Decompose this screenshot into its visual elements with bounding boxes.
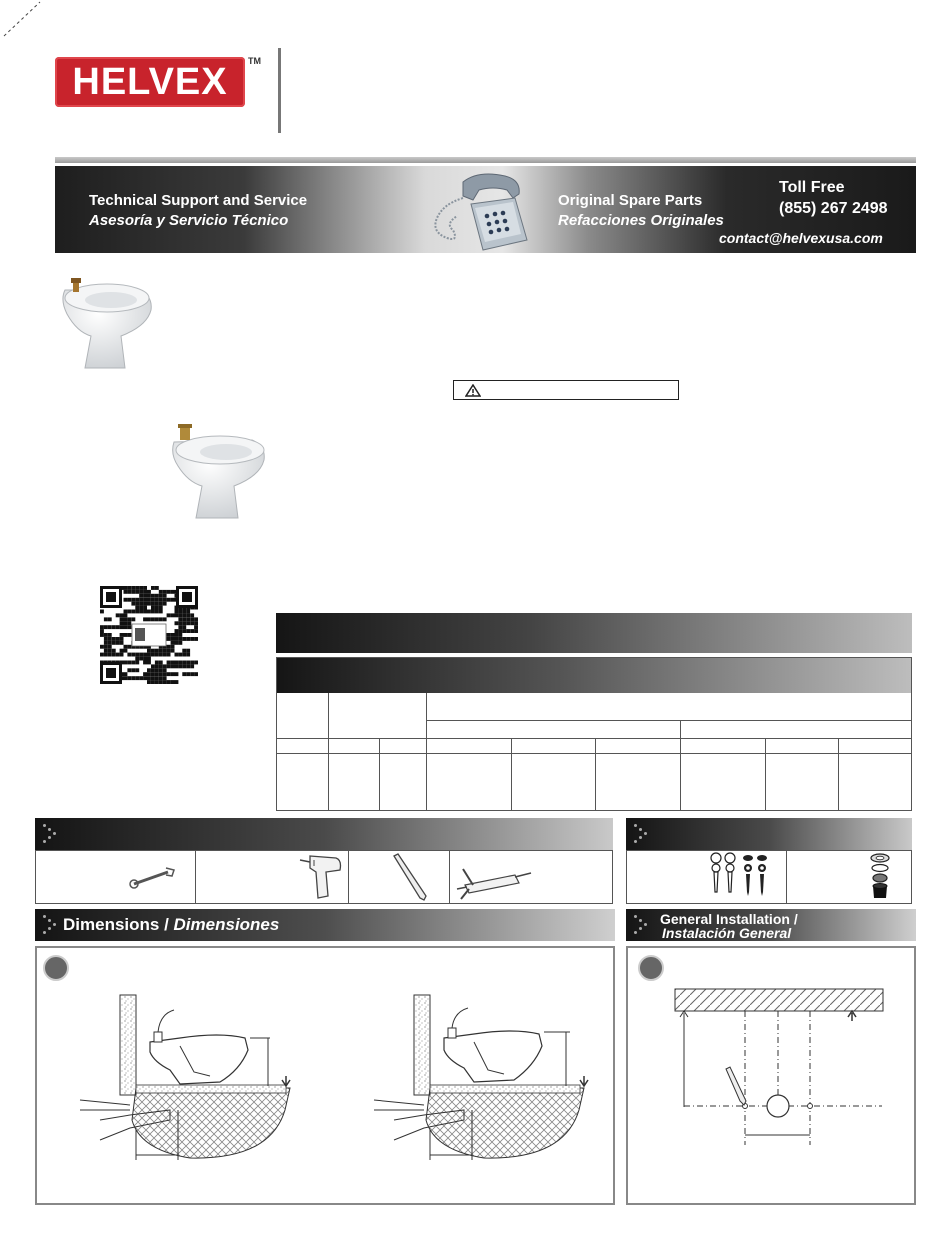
dimensions-header <box>35 909 615 941</box>
dimensions-title-es: Dimensiones <box>173 915 280 934</box>
header-rule <box>55 157 916 163</box>
caulk-gun-icon <box>455 855 535 901</box>
toilet-bowl-image-1 <box>55 270 155 375</box>
table-col-divider <box>680 720 681 811</box>
header-divider <box>278 48 281 133</box>
bullet-dots-icon <box>43 915 57 935</box>
installation-title-en: General Installation / <box>660 911 798 927</box>
logo-text: HELVEX <box>72 60 228 103</box>
table-rule <box>277 753 911 754</box>
table-col-divider <box>426 693 427 811</box>
crop-mark <box>0 0 45 40</box>
parts-title-en: Original Spare Parts <box>558 192 703 209</box>
table-col-divider <box>328 693 329 811</box>
floor-layout-drawing <box>660 985 890 1155</box>
tools-divider <box>195 850 196 904</box>
tools-header <box>35 818 613 850</box>
table-col-divider <box>595 738 596 811</box>
warning-triangle-icon <box>465 384 481 397</box>
toilet-bowl-image-2 <box>168 420 268 520</box>
support-title-en: Technical Support and Service <box>89 192 308 209</box>
parts-title-es: Refacciones Originales <box>558 212 724 229</box>
tools-divider <box>449 850 450 904</box>
drill-icon <box>296 852 346 902</box>
toilet-dimension-drawing-a <box>70 990 310 1165</box>
toll-free-label: Toll Free <box>779 179 845 196</box>
dimensions-title-en: Dimensions <box>63 915 160 934</box>
table-col-divider <box>511 738 512 811</box>
support-banner <box>55 166 916 253</box>
dimensions-title-separator: / <box>159 915 174 934</box>
wax-ring-gasket-icon <box>866 852 894 902</box>
wrench-icon <box>128 862 178 892</box>
trademark-symbol: TM <box>248 56 261 66</box>
support-title-es: Asesoría y Servicio Técnico <box>89 212 289 229</box>
table-col-divider <box>838 738 839 811</box>
telephone-icon <box>423 168 533 252</box>
toilet-dimension-drawing-b <box>364 990 604 1165</box>
dimensions-title <box>63 915 279 935</box>
table-col-divider <box>765 738 766 811</box>
bullet-dots-icon <box>634 915 648 935</box>
table-rule <box>426 720 911 721</box>
bullet-dots-icon <box>634 824 648 844</box>
parts-divider <box>786 850 787 904</box>
table-col-divider <box>379 738 380 811</box>
step-circle <box>43 955 69 981</box>
tools-divider <box>348 850 349 904</box>
installation-title-es: Instalación General <box>662 925 792 941</box>
helvex-logo <box>55 57 245 107</box>
warning-box <box>453 380 679 400</box>
installation-header <box>626 909 916 941</box>
bullet-dots-icon <box>43 824 57 844</box>
table-rule <box>277 738 911 739</box>
step-circle <box>638 955 664 981</box>
pencil-icon <box>388 852 432 902</box>
phone-number[interactable]: (855) 267 2498 <box>779 200 888 217</box>
specifications-header <box>276 613 912 653</box>
parts-header <box>626 818 912 850</box>
anchor-bolts-icon <box>708 852 772 902</box>
qr-code-icon[interactable] <box>98 584 200 686</box>
contact-email[interactable]: contact@helvexusa.com <box>719 230 883 246</box>
specifications-table-header <box>277 658 911 693</box>
